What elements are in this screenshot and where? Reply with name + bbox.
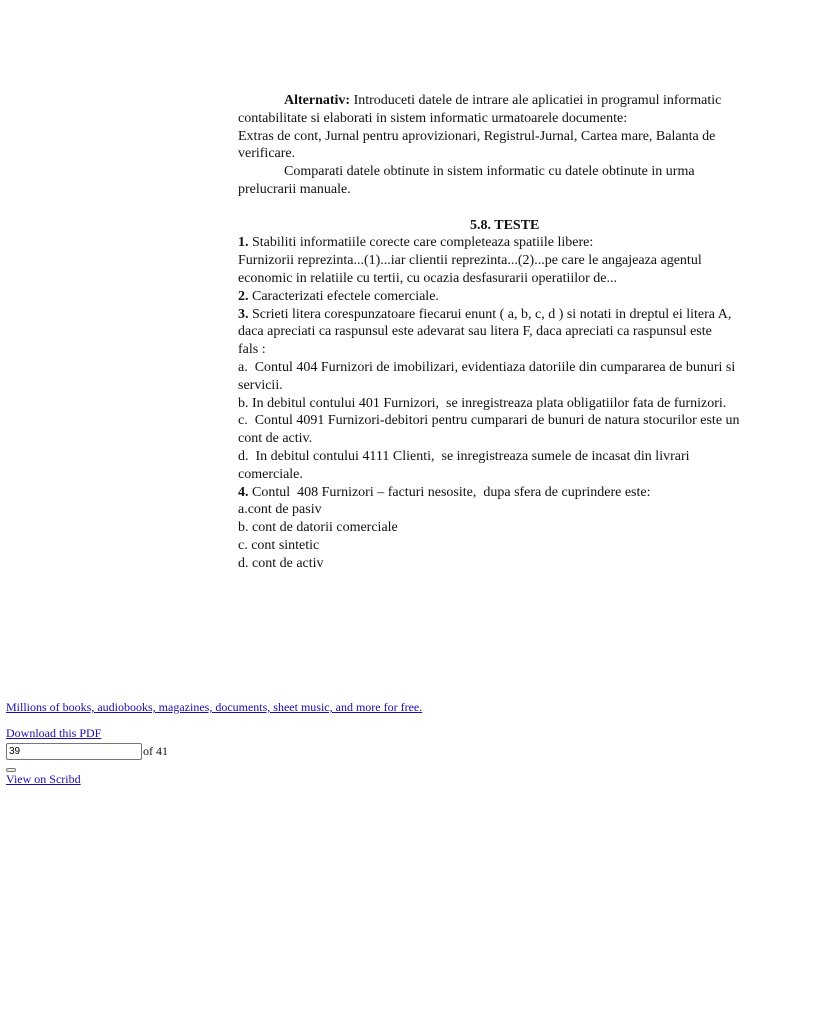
text-line (238, 412, 838, 430)
line-text: economic in relatiile cu tertii, cu ocazia desfasurarii operatiilor de... (238, 270, 617, 286)
line-text: Furnizorii reprezinta...(1)...iar clientii reprezinta...(2)...pe care le angajeaza agentul (238, 253, 702, 269)
download-pdf-link[interactable]: Download this PDF (6, 726, 102, 740)
text-line (238, 110, 838, 128)
text-line (238, 252, 838, 270)
text-line (238, 537, 838, 555)
document-page (238, 92, 838, 573)
text-line (238, 359, 838, 377)
item-label: 1. (238, 235, 249, 251)
line-text: d. cont de activ (238, 555, 324, 571)
line-text: b. cont de datorii comerciale (238, 520, 398, 536)
text-line (238, 288, 838, 306)
text-line (238, 341, 838, 359)
line-text: servicii. (238, 377, 283, 393)
text-line (238, 377, 838, 395)
page-number-input[interactable] (6, 743, 142, 760)
line-text: a.cont de pasiv (238, 502, 322, 518)
promo-link[interactable]: Millions of books, audiobooks, magazines, documents, sheet music, and more for free. (6, 700, 423, 714)
text-line (238, 128, 838, 146)
text-line (238, 145, 838, 163)
line-text: fals : (238, 342, 266, 358)
text-line (238, 163, 838, 181)
line-text: comerciale. (238, 466, 303, 482)
line-text: contabilitate si elaborati in sistem informatic urmatoarele documente: (238, 110, 628, 126)
text-line (238, 323, 838, 341)
line-text: Scrieti litera corespunzatoare fiecarui enunt ( a, b, c, d ) si notati in dreptul ei litera A, (248, 306, 732, 322)
text-line (238, 270, 838, 288)
item-label: 2. (238, 288, 249, 304)
line-text: Stabiliti informatiile corecte care completeaza spatiile libere: (248, 235, 594, 251)
text-line (238, 430, 838, 448)
line-text: b. In debitul contului 401 Furnizori, se inregistreaza plata obligatiilor fata de furnizori. (238, 395, 727, 411)
line-text: Comparati datele obtinute in sistem informatic cu datele obtinute in urma (284, 164, 695, 180)
line-text: daca apreciati ca raspunsul este adevarat sau litera F, daca apreciati ca raspunsul este (238, 324, 712, 340)
line-text: Extras de cont, Jurnal pentru aprovizionari, Registrul-Jurnal, Cartea mare, Balanta de (238, 128, 716, 144)
tests-section (238, 234, 838, 572)
item-label: 4. (238, 484, 249, 500)
text-line (238, 555, 838, 573)
line-text: Introduceti datele de intrare ale aplicatiei in programul informatic (350, 93, 722, 108)
page-total: of 41 (143, 744, 168, 758)
line-text: cont de activ. (238, 431, 313, 447)
line-text: prelucrarii manuale. (238, 181, 351, 197)
line-text: a. Contul 404 Furnizori de imobilizari, evidentiaza datoriile din cumpararea de bunuri si (238, 359, 736, 375)
text-line (238, 234, 838, 252)
section-title: 5.8. TESTE (470, 217, 540, 233)
text-line (238, 519, 838, 537)
text-line (238, 395, 838, 413)
text-line (238, 484, 838, 502)
line-text: d. In debitul contului 4111 Clienti, se inregistreaza sumele de incasat din livrari (238, 448, 690, 464)
line-text: c. Contul 4091 Furnizori-debitori pentru cumparari de bunuri de natura stocurilor este un (238, 413, 740, 429)
text-line (238, 306, 838, 324)
text-line (238, 92, 838, 110)
line-text: c. cont sintetic (238, 537, 320, 553)
document-viewport (238, 92, 740, 572)
text-line (238, 181, 838, 199)
text-line (238, 448, 838, 466)
page-navigator (6, 743, 168, 760)
line-text: Contul 408 Furnizori – facturi nesosite, dupa sfera de cuprindere este: (248, 484, 651, 500)
line-text: verificare. (238, 146, 296, 162)
text-line (238, 501, 838, 519)
item-label: 3. (238, 306, 249, 322)
item-label: Alternativ: (284, 93, 351, 108)
view-on-scribd-link[interactable]: View on Scribd (6, 772, 81, 786)
line-text: Caracterizati efectele comerciale. (248, 288, 439, 304)
text-line (238, 466, 838, 484)
intro-paragraph (238, 92, 838, 199)
